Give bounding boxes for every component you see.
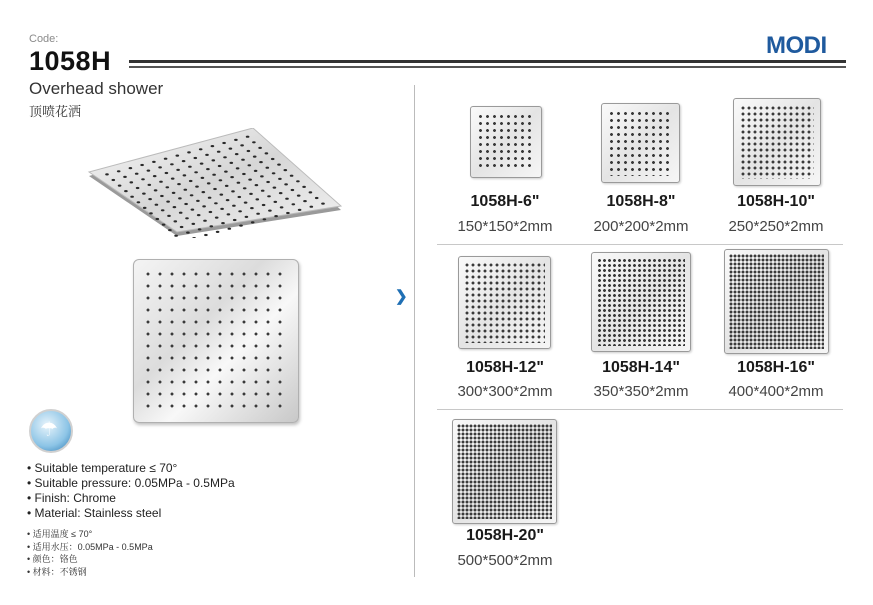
grid-divider: [437, 244, 843, 245]
spec-item: • 材料：不锈钢: [27, 566, 153, 579]
product-size: 200*200*2mm: [593, 218, 689, 235]
spec-item: • 颜色：铬色: [27, 553, 153, 566]
grid-divider: [437, 409, 843, 410]
product-thumbnail: [452, 419, 557, 524]
product-thumbnail: [470, 106, 542, 178]
product-code: 1058H: [29, 46, 112, 76]
spec-item: • Finish: Chrome: [27, 491, 235, 506]
spec-list-cn: [27, 528, 153, 578]
product-thumbnail: [591, 252, 691, 352]
code-label: Code:: [29, 33, 59, 45]
spec-item: • Material: Stainless steel: [27, 506, 235, 521]
header-rule-secondary: [129, 66, 846, 68]
shower-head-front-image: [133, 259, 299, 423]
water-drop-icon: ☂: [29, 409, 73, 453]
product-size: 350*350*2mm: [593, 383, 689, 400]
product-title-en: Overhead shower: [29, 79, 164, 98]
spec-item: • Suitable temperature ≤ 70°: [27, 461, 235, 476]
brand-logo: MODI: [766, 32, 827, 59]
product-model: 1058H-6": [470, 193, 540, 210]
chevron-right-icon: ❯: [395, 288, 408, 305]
shower-head-perspective-image: [85, 128, 345, 238]
spec-list-en: [27, 461, 235, 521]
product-size: 150*150*2mm: [457, 218, 553, 235]
product-size: 400*400*2mm: [728, 383, 824, 400]
spec-item: • Suitable pressure: 0.05MPa - 0.5MPa: [27, 476, 235, 491]
product-model: 1058H-10": [737, 193, 815, 210]
product-size: 300*300*2mm: [457, 383, 553, 400]
product-size: 250*250*2mm: [728, 218, 824, 235]
product-thumbnail: [601, 103, 680, 183]
product-model: 1058H-14": [602, 359, 680, 376]
product-title-cn: 顶喷花洒: [29, 104, 82, 119]
product-thumbnail: [724, 249, 829, 354]
product-thumbnail: [733, 98, 821, 186]
vertical-divider: [414, 85, 415, 577]
product-model: 1058H-20": [466, 527, 544, 544]
spec-item: • 适用水压：0.05MPa - 0.5MPa: [27, 541, 153, 554]
product-model: 1058H-12": [466, 359, 544, 376]
product-model: 1058H-16": [737, 359, 815, 376]
product-model: 1058H-8": [606, 193, 676, 210]
product-thumbnail: [458, 256, 551, 349]
spec-item: • 适用温度 ≤ 70°: [27, 528, 153, 541]
header-rule: [129, 60, 846, 63]
product-size: 500*500*2mm: [457, 552, 553, 569]
